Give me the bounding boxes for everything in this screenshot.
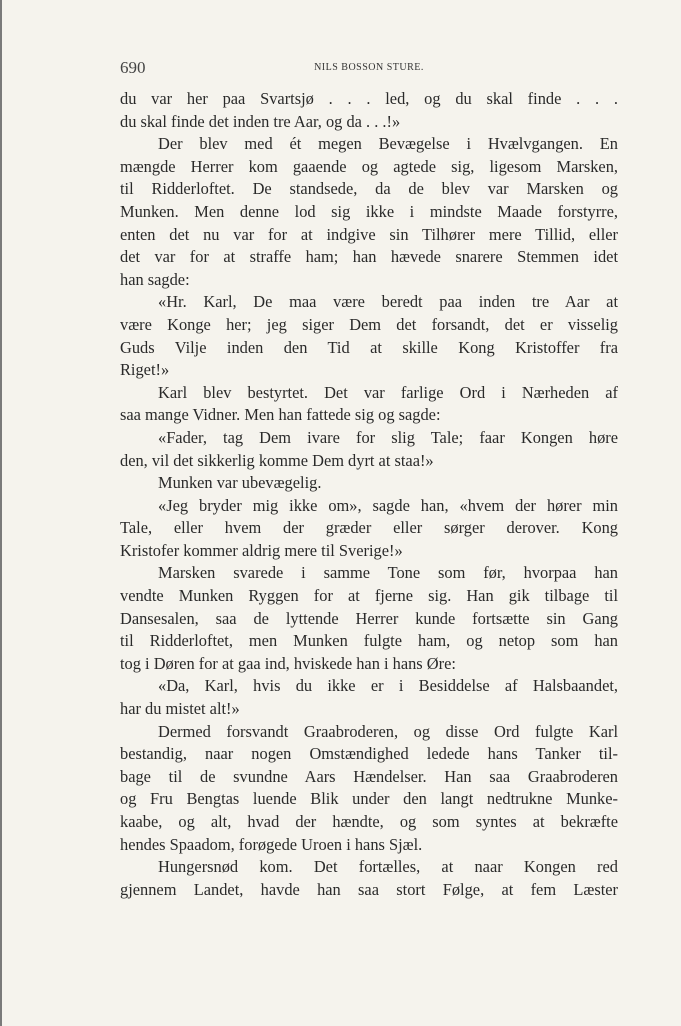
text-line: Munken. Men denne lod sig ikke i mindste Maade forstyrre, [120,201,618,221]
text-line: du skal finde det inden tre Aar, og da . . .!» [120,111,401,131]
text-line: bage til de svundne Aars Hændelser. Han saa Graabroderen [120,766,618,786]
text-line: gjennem Landet, havde han saa stort Følge, at fem Læster [120,879,618,899]
text-line: Guds Vilje inden den Tid at skille Kong Kristoffer fra [120,337,618,357]
text-line: har du mistet alt!» [120,699,240,719]
text-line: Tale, eller hvem der græder eller sørger derover. Kong [120,518,618,538]
text-line: det var for at straffe ham; han hævede snarere Stemmen idet [120,247,618,267]
text-line: du var her paa Svartsjø . . . led, og du skal finde . . . [120,89,618,108]
text-line: Der blev med ét megen Bevægelse i Hvælvgangen. En [158,134,618,154]
text-line: kaabe, og alt, hvad der hændte, og som syntes at bekræfte [120,812,618,831]
text-line: Marsken svarede i samme Tone som før, hvorpaa han [158,563,618,583]
text-line: Dermed forsvandt Graabroderen, og disse Ord fulgte Karl [158,721,618,741]
text-line: «Fader, tag Dem ivare for slig Tale; faar Kongen høre [158,427,618,447]
text-line: vendte Munken Ryggen for at fjerne sig. Han gik tilbage til [120,586,618,606]
text-line: tog i Døren for at gaa ind, hviskede han i hans Øre: [120,653,456,673]
text-line: hendes Spaadom, forøgede Uroen i hans Sjæl. [120,834,423,854]
text-line: til Ridderloftet. De standsede, da de blev var Marsken og [120,179,618,199]
page-number: 690 [120,58,146,77]
text-line: den, vil det sikkerlig komme Dem dyrt at staa!» [120,450,434,470]
text-line: Dansesalen, saa de lyttende Herrer kunde fortsætte sin Gang [120,608,618,628]
text-line: bestandig, naar nogen Omstændighed ledede hans Tanker til- [120,744,618,764]
text-line: Hungersnød kom. Det fortælles, at naar Kongen red [158,857,618,877]
text-line: til Ridderloftet, men Munken fulgte ham, og netop som han [120,631,618,651]
text-line: han sagde: [120,269,190,289]
text-line: «Da, Karl, hvis du ikke er i Besiddelse af Halsbaandet, [158,676,618,696]
text-line: «Jeg bryder mig ikke om», sagde han, «hvem der hører min [158,495,618,515]
text-line: Riget!» [120,360,170,380]
text-line: Munken var ubevægelig. [158,473,322,493]
body-text [120,88,618,901]
page-header [120,58,618,82]
running-head: NILS BOSSON STURE. [314,62,424,73]
text-line: saa mange Vidner. Men han fattede sig og sagde: [120,405,441,425]
text-line: enten det nu var for at indgive sin Tilhører mere Tillid, eller [120,224,618,244]
text-line: mængde Herrer kom gaaende og agtede sig, ligesom Marsken, [120,156,618,176]
text-line: være Konge her; jeg siger Dem det forsandt, det er visselig [120,314,618,334]
text-line: «Hr. Karl, De maa være beredt paa inden tre Aar at [158,292,618,312]
text-line: Karl blev bestyrtet. Det var farlige Ord i Nærheden af [158,382,618,402]
text-line: Kristofer kommer aldrig mere til Sverige!» [120,540,403,560]
text-line: og Fru Bengtas luende Blik under den langt nedtrukne Munke- [120,789,618,809]
